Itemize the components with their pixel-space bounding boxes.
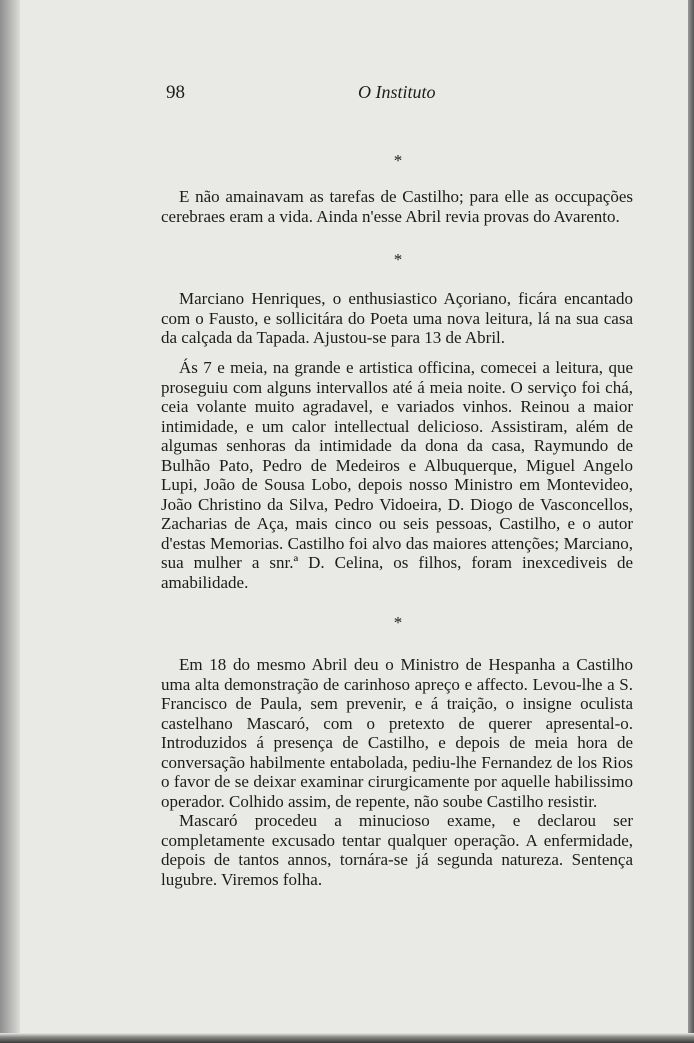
paragraph-mascaro-exam: Mascaró procedeu a minucioso exame, e declarou ser completamente excusado tentar qualquer operação. A enfermidade, depois de tantos annos, tornára-se já segunda natureza. Sentença lugubre. Viremos folha. [161,811,633,889]
page-number: 98 [166,82,185,103]
paragraph-mascaro-visit: Em 18 do mesmo Abril deu o Ministro de Hespanha a Castilho uma alta demonstração de carinhoso apreço e affecto. Levou-lhe a S. Francisco de Paula, sem prevenir, e á traição, o insigne oculista castelhano Mascaró, com o pretexto de querer apresental-o. Introduzidos á presença de Castilho, e depois de meia hora de conversação habilmente entabolada, pediu-lhe Fernandez de los Rios o favor de se deixar examinar cirurgicamente por aquelle habilissimo operador. Colhido assim, de repente, não soube Castilho resistir. [161,655,633,811]
page-edge-right [688,0,694,1043]
paragraph-reading-evening: Ás 7 e meia, na grande e artistica officina, comecei a leitura, que proseguiu com alguns intervallos até á meia noite. O serviço foi chá, ceia volante muito agradavel, e variados vinhos. Reinou a maior intimidade, e um calor intellectual delicioso. Assistiram, além de algumas senhoras da intimidade da dona da casa, Raymundo de Bulhão Pato, Pedro de Medeiros e Albuquerque, Miguel Angelo Lupi, João de Sousa Lobo, depois nosso Ministro em Montevideo, João Christino da Silva, Pedro Vidoeira, D. Diogo de Vasconcellos, Zacharias de Aça, mais cinco ou seis pessoas, Castilho, e o autor d'estas Memorias. Castilho foi alvo das maiores attenções; Marciano, sua mulher a snr.ª D. Celina, os filhos, foram inexcediveis de amabilidade. [161,358,633,592]
section-separator: * [393,613,403,632]
running-head [162,82,638,108]
paragraph-avarento: E não amainavam as tarefas de Castilho; para elle as occupações cerebraes eram a vida. Ainda n'esse Abril revia provas do Avarento. [161,187,633,226]
section-separator: * [393,151,403,170]
section-separator: * [393,250,403,269]
page-edge-bottom [0,1033,694,1043]
book-binding-shadow [0,0,20,1043]
journal-title: O Instituto [358,82,436,102]
paragraph-marciano-fausto: Marciano Henriques, o enthusiastico Açoriano, ficára encantado com o Fausto, e sollicitára do Poeta uma nova leitura, lá na sua casa da calçada da Tapada. Ajustou-se para 13 de Abril. [161,289,633,347]
